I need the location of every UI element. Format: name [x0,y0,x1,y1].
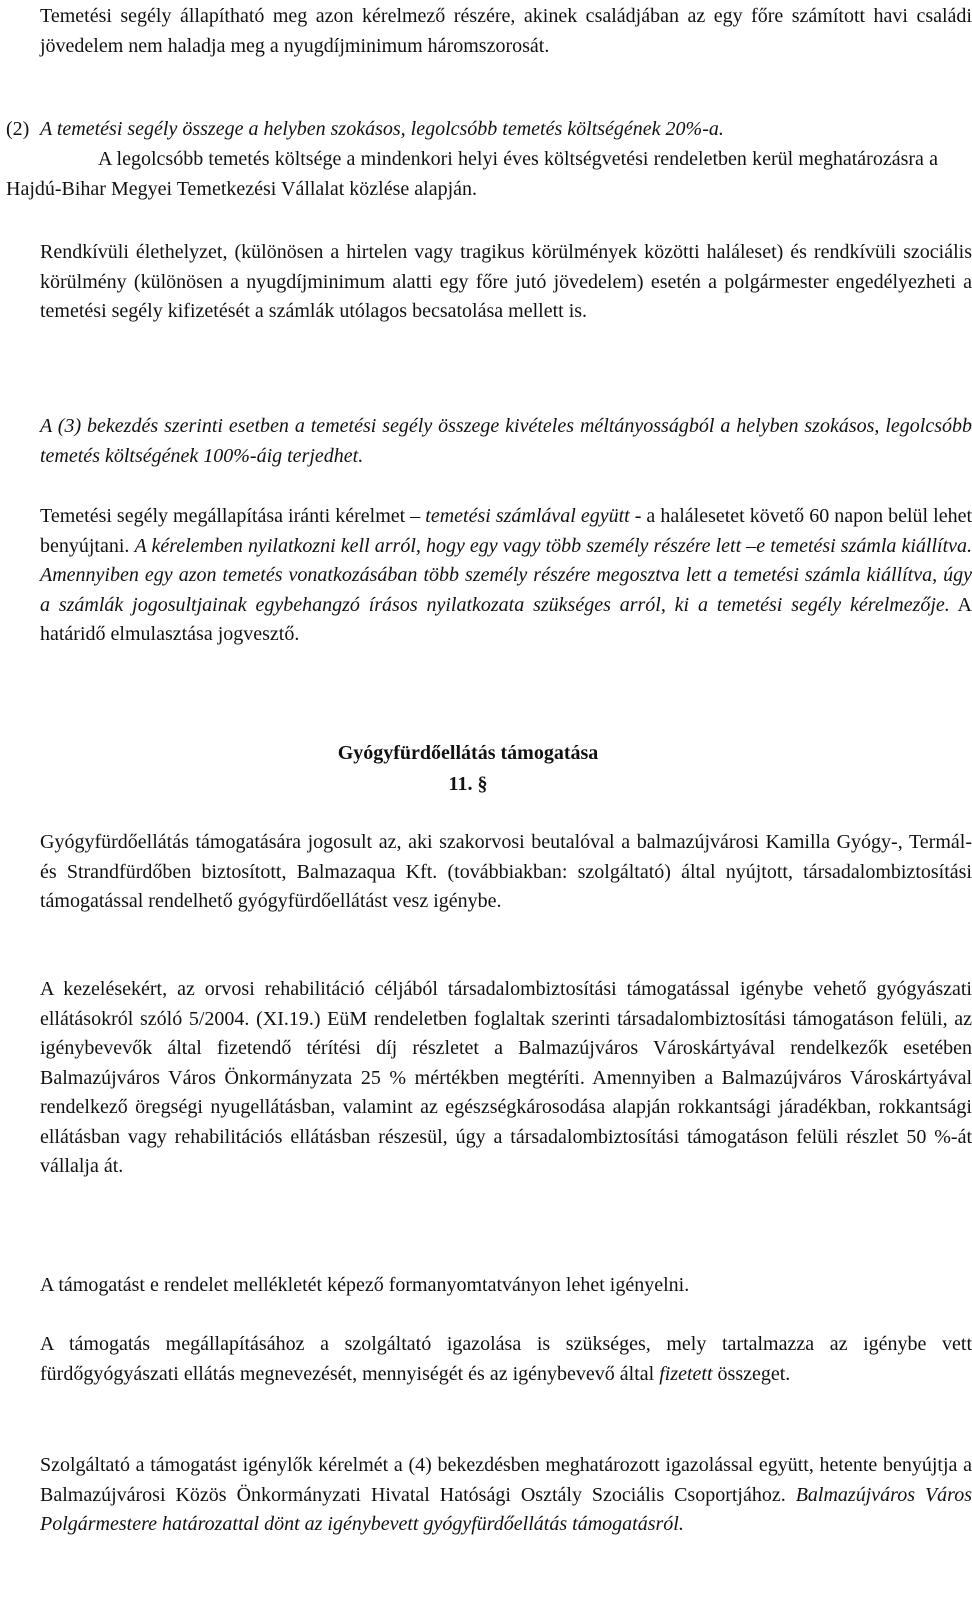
paragraph-number [6,238,40,268]
paragraph-italic-text: fizetett [659,1362,713,1385]
paragraph-text: Szolgáltató a támogatást igénylők kérelmét a (4) bekezdésben meghatározott igazolással együtt, hetente benyújtja a Balmazújvárosi Közös Önkormányzati Hivatal Hatósági Osztály Szociális Csoportjához. [40,1454,972,1506]
paragraph-number [6,1451,40,1481]
paragraph-text: A határidő elmulasztása jogvesztő. [40,593,972,645]
section-number: 11. § [448,773,488,795]
paragraph-number [6,2,40,32]
paragraph-text: A támogatást e rendelet mellékletét képező formanyomtatványon lehet igényelni. [40,1274,690,1296]
paragraph-italic-text: A (3) bekezdés szerinti esetben a temetési segély összege kivételes méltányosságból a helyben szokásos, legolcsóbb temetés költségének 100%-áig terjedhet. [40,415,972,467]
paragraph-text: összeget. [712,1362,791,1385]
paragraph-11-3 [6,1271,972,1301]
paragraph-11-2 [6,975,972,1182]
paragraph-italic-text: A kérelemben nyilatkozni kell arról, hogy egy vagy több személy részére lett –e temetési számla kiállítva. Amennyiben egy azon temetés vonatkozásában több személy részére megosztva lett a temetési számla kiállítva, úgy a számlák jogosultjainak egybehangzó írásos nyilatkozata szükséges arról, ki a temetési segély kérelmezője. [40,534,972,616]
paragraph-italic-text: Balmazújváros Város Polgármestere határozattal dönt az igénybevett gyógyfürdőellátás támogatásról. [40,1483,972,1535]
paragraph-number [6,975,40,1005]
paragraph-10-2 [6,115,938,145]
paragraph-text: - a halálesetet követő 60 napon belül lehet benyújtani. [40,505,972,557]
paragraph-11-5 [6,1451,972,1540]
paragraph-10-2-cont [6,145,938,204]
paragraph-text: A kezelésekért, az orvosi rehabilitáció céljából társadalombiztosítási támogatással igénybe vehető gyógyászati ellátásokról szóló 5/2004. (XI.19.) EüM rendeletben foglaltak szerinti társadalombiztosítási támogatáson felüli, az igénybevevők által fizetendő térítési díj részletet a Balmazújváros Városkártyával rendelkezők esetében Balmazújváros Város Önkormányzata 25 % mértékben megtéríti. Amennyiben a Balmazújváros Városkártyával rendelkező öregségi nyugellátásban, valamint az egészségkárosodása alapján rokkantsági járadékban, rokkantsági ellátásban vagy rehabilitációs ellátásban részesül, úgy a társadalombiztosítási támogatáson felüli részlet 50 %-át vállalja át. [40,978,972,1177]
paragraph-italic-text: temetési számlával együtt [425,505,630,527]
paragraph-10-4 [6,412,972,471]
paragraph-10-5 [6,502,972,650]
paragraph-text: A legolcsóbb temetés költsége a mindenkori helyi éves költségvetési rendeletben kerül meghatározásra a Hajdú-Bihar Megyei Temetkezési Vállalat közlése alapján. [6,148,938,200]
paragraph-text: Rendkívüli élethelyzet, (különösen a hirtelen vagy tragikus körülmények közötti haláleset) és rendkívüli szociális körülmény (különösen a nyugdíjminimum alatti egy főre jutó jövedelem) esetén a polgármester engedélyezheti a temetési segély kifizetését a számlák utólagos becsatolása mellett is. [40,241,972,322]
paragraph-11-4 [6,1330,972,1389]
paragraph-text: A támogatás megállapításához a szolgáltató igazolása is szükséges, mely tartalmazza az igénybe vett fürdőgyógyászati ellátás megnevezését, mennyiségét és az igénybevevő által [40,1333,972,1385]
paragraph-number [6,412,40,442]
paragraph-number: (2) [6,118,30,140]
paragraph-10-1 [6,2,972,61]
paragraph-number [6,1271,40,1301]
paragraph-text: Temetési segély megállapítása iránti kérelmet – [40,505,426,527]
paragraph-number [6,1330,40,1360]
paragraph-text: Temetési segély állapítható meg azon kérelmező részére, akinek családjában az egy főre számított havi családi jövedelem nem haladja meg a nyugdíjminimum háromszorosát. [40,5,972,57]
paragraph-number [6,828,40,858]
paragraph-italic-text: A temetési segély összege a helyben szokásos, legolcsóbb temetés költségének 20%-a. [40,118,724,140]
paragraph-text: Gyógyfürdőellátás támogatására jogosult az, aki szakorvosi beutalóval a balmazújvárosi Kamilla Gyógy-, Termál- és Strandfürdőben biztosított, Balmazaqua Kft. (továbbiakban: szolgáltató) által nyújtott, társadalombiztosítási támogatással rendelhető gyógyfürdőellátást vesz igénybe. [40,831,972,912]
paragraph-number [6,502,40,532]
paragraph-10-3 [6,238,972,327]
paragraph-11-1 [6,828,972,917]
section-title: Gyógyfürdőellátás támogatása [337,742,599,764]
